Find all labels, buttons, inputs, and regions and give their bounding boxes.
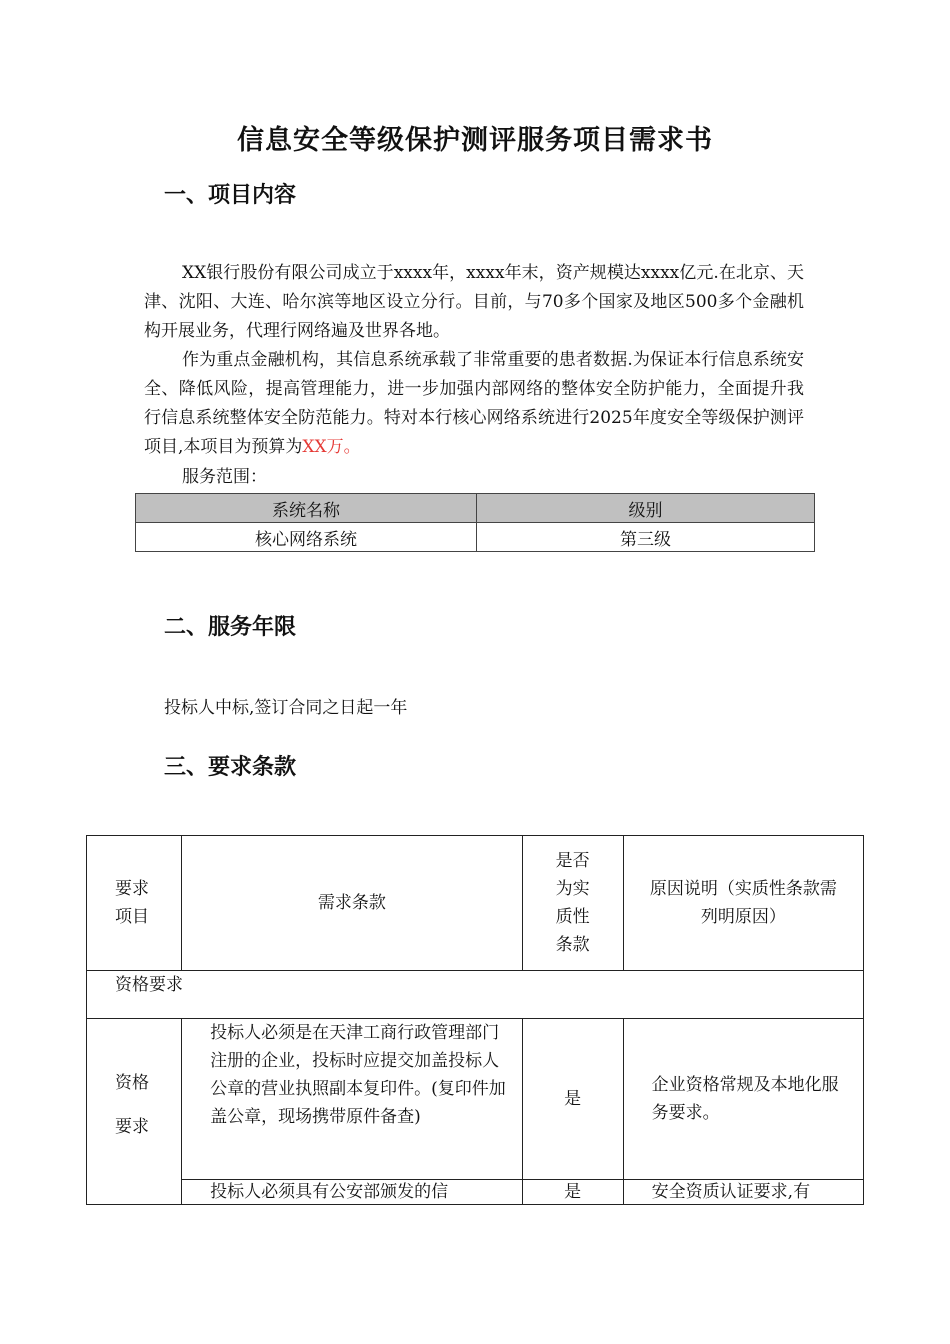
scope-table bbox=[135, 493, 815, 552]
clause-cell: 投标人必须具有公安部颁发的信 bbox=[182, 1180, 522, 1205]
budget-amount: XX万。 bbox=[302, 437, 361, 457]
group-label-qualification: 资格要求 bbox=[87, 971, 864, 1019]
reason-cell: 安全资质认证要求,有 bbox=[623, 1180, 863, 1205]
substantive-cell: 是 bbox=[522, 1180, 623, 1205]
clause-cell: 投标人必须是在天津工商行政管理部门注册的企业，投标时应提交加盖投标人公章的营业执照副本复印件。(复印件加盖公章，现场携带原件备查) bbox=[182, 1019, 522, 1180]
header-substantive-text: 是否 为实 质性 条款 bbox=[555, 851, 590, 955]
service-term-text: 投标人中标,签订合同之日起一年 bbox=[164, 698, 408, 718]
intro-paragraph-2-text: 作为重点金融机构，其信息系统承载了非常重要的患者数据.为保证本行信息系统安全、降低风险，提高管理能力，进一步加强内部网络的整体安全防护能力，全面提升我行信息系统整体安全防范能力。特对本行核心网络系统进行2025年度安全等级保护测评项目,本项目为预算为 bbox=[144, 350, 804, 457]
header-item-text: 要求 项目 bbox=[115, 879, 149, 927]
reason-cell: 企业资格常规及本地化服务要求。 bbox=[623, 1019, 863, 1180]
section-heading-service-term: 二、服务年限 bbox=[164, 615, 297, 640]
scope-label: 服务范围： bbox=[182, 467, 267, 487]
scope-header-level: 级别 bbox=[477, 494, 815, 523]
scope-header-system-name: 系统名称 bbox=[136, 494, 477, 523]
scope-table-header-row bbox=[136, 494, 815, 523]
requirements-group-row bbox=[87, 971, 864, 1019]
header-item bbox=[87, 836, 182, 971]
page-title: 信息安全等级保护测评服务项目需求书 bbox=[237, 125, 713, 156]
section-heading-project-content: 一、项目内容 bbox=[164, 183, 297, 208]
intro-paragraph-1: XX银行股份有限公司成立于xxxx年，xxxx年末，资产规模达xxxx亿元.在北京、天津、沈阳、大连、哈尔滨等地区设立分行。目前，与70多个国家及地区500多个金融机构开展业务，代理行网络遍及世界各地。 bbox=[144, 263, 804, 341]
substantive-cell: 是 bbox=[522, 1019, 623, 1180]
row-label-qualification-text: 资格 要求 bbox=[115, 1073, 149, 1137]
header-clause: 需求条款 bbox=[182, 836, 522, 971]
scope-cell-system-name: 核心网络系统 bbox=[136, 523, 477, 552]
row-label-qualification bbox=[87, 1019, 182, 1205]
table-row bbox=[87, 1180, 864, 1205]
requirements-table bbox=[86, 835, 864, 1205]
header-reason: 原因说明（实质性条款需列明原因） bbox=[623, 836, 863, 971]
intro-paragraph-2 bbox=[144, 346, 804, 462]
section-heading-requirements: 三、要求条款 bbox=[164, 755, 297, 780]
table-row bbox=[87, 1019, 864, 1180]
scope-cell-level: 第三级 bbox=[477, 523, 815, 552]
requirements-header-row bbox=[87, 836, 864, 971]
table-row bbox=[136, 523, 815, 552]
header-substantive bbox=[522, 836, 623, 971]
